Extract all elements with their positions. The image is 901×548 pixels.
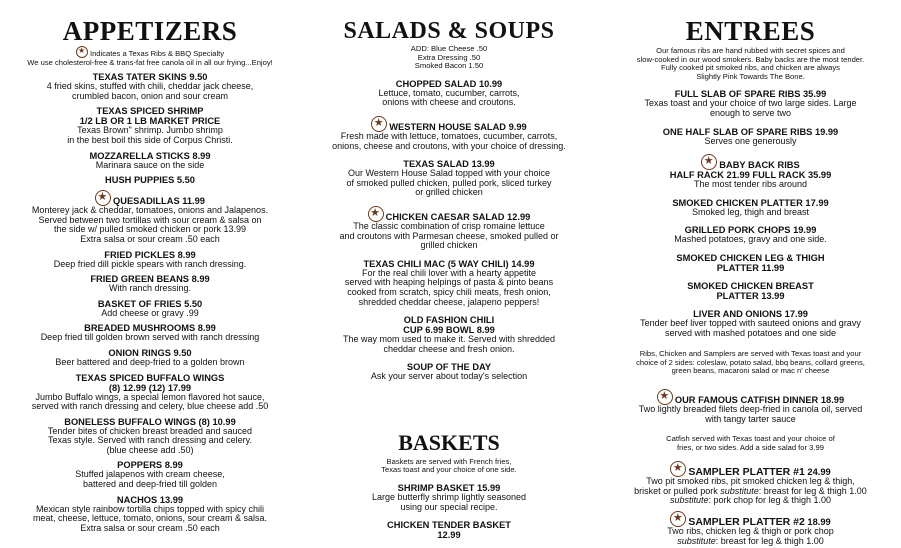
menu-item xyxy=(600,253,901,273)
item-desc-line: with tangy tarter sauce xyxy=(705,413,796,424)
menu-item xyxy=(305,79,593,108)
menu-item xyxy=(0,106,300,145)
item-title-text: BABY BACK RIBS xyxy=(719,160,800,171)
item-title-text: BASKET OF FRIES 5.50 xyxy=(97,298,203,309)
item-title xyxy=(600,281,901,291)
item-desc-line: substitute: breast for leg & thigh 1.00 xyxy=(677,535,824,546)
menu-item xyxy=(0,175,300,185)
item-title-text: TEXAS SPICED BUFFALO WINGS xyxy=(75,372,225,383)
entree-list xyxy=(600,89,901,338)
item-desc-line: Deep fried till golden brown served with ranch dressing xyxy=(40,332,260,343)
note-line: ADD: Blue Cheese .50 xyxy=(410,44,488,53)
item-price-line: PLATTER 13.99 xyxy=(716,290,785,301)
menu-item xyxy=(305,362,593,382)
note-line: Catfish served with Texas toast and your choice of xyxy=(666,434,835,444)
menu-item xyxy=(305,206,593,251)
item-title-text: CHICKEN TENDER BASKET xyxy=(387,520,511,531)
specialty-note: ★Indicates a Texas Ribs & BBQ Specialty xyxy=(0,46,300,59)
item-title-text: MOZZARELLA STICKS 8.99 xyxy=(89,150,211,161)
note-line: Smoked Bacon 1.50 xyxy=(414,61,484,71)
item-title-text: TEXAS CHILI MAC (5 WAY CHILI) 14.99 xyxy=(363,258,535,269)
menu-item xyxy=(600,89,901,118)
appetizers-title: APPETIZERS xyxy=(62,16,238,46)
item-desc-line: Extra salsa or sour cream .50 each xyxy=(80,522,220,533)
item-title-text: SMOKED CHICKEN PLATTER 17.99 xyxy=(672,197,829,208)
item-title-text: LIVER AND ONIONS 17.99 xyxy=(693,308,808,319)
texas-star-icon xyxy=(368,206,384,222)
appetizer-list xyxy=(0,72,300,533)
item-title xyxy=(0,106,300,116)
item-desc-line: Beer battered and deep-fried to a golden brown xyxy=(55,356,245,367)
item-price-line: 1/2 LB OR 1 LB MARKET PRICE xyxy=(79,116,221,127)
item-desc-line: battered and deep-fried till golden xyxy=(82,479,218,490)
item-desc-line: brisket or pulled pork substitute: breast for leg & thigh 1.00 xyxy=(634,485,867,496)
item-title-text: FRIED GREEN BEANS 8.99 xyxy=(90,274,210,285)
menu-item xyxy=(305,159,593,198)
item-price-line: CUP 6.99 BOWL 8.99 xyxy=(403,325,495,336)
item-title-text: TEXAS SALAD 13.99 xyxy=(403,159,495,170)
item-title-text: BREADED MUSHROOMS 8.99 xyxy=(84,323,216,334)
item-title xyxy=(0,175,300,185)
note-line: Ribs, Chicken and Samplers are served with Texas toast and your xyxy=(639,349,862,359)
appetizers-column xyxy=(0,0,300,533)
item-desc-line: grilled chicken xyxy=(420,240,478,251)
item-desc-line: Ask your server about today's selection xyxy=(370,371,528,382)
item-desc-line: cheddar cheese and fresh onion. xyxy=(383,343,515,354)
item-desc-line: Two lightly breaded filets deep-fried in canola oil, served xyxy=(638,403,863,414)
item-desc-line: shredded cheddar cheese, jalapeno peppers! xyxy=(358,296,540,307)
item-desc-line: Two ribs, chicken leg & thigh or pork chop xyxy=(667,526,834,537)
item-title xyxy=(0,373,300,383)
item-desc-line: meat, cheese, lettuce, tomato, onions, sour cream & salsa. xyxy=(32,513,268,524)
entrees-title: ENTREES xyxy=(685,16,816,46)
menu-item xyxy=(0,323,300,343)
note-line: slow-cooked in our wood smokers. Baby backs are the most tender. xyxy=(636,54,865,64)
item-title-text: WESTERN HOUSE SALAD 9.99 xyxy=(389,121,527,132)
salads-title: SALADS & SOUPS xyxy=(343,18,555,44)
texas-star-icon xyxy=(701,154,717,170)
item-desc-line: (blue cheese add .50) xyxy=(106,444,194,455)
menu-item xyxy=(0,495,300,534)
item-title-text: TEXAS SPICED SHRIMP xyxy=(96,106,204,117)
item-title-text: GRILLED PORK CHOPS 19.99 xyxy=(684,225,817,236)
menu-item xyxy=(600,225,901,245)
item-desc-line: and croutons with Parmesan cheese, smoked pulled or xyxy=(339,230,559,241)
item-title-text: BONELESS BUFFALO WINGS (8) 10.99 xyxy=(64,416,236,427)
menu-item xyxy=(0,460,300,489)
item-title xyxy=(600,253,901,263)
menu-item xyxy=(0,373,300,412)
note-line: fries, or two sides. Add a side salad for 3.99 xyxy=(677,442,824,452)
item-desc-line: Stuffed jalapenos with cream cheese, xyxy=(75,469,225,480)
entrees-intro xyxy=(600,47,901,81)
item-desc-line: Texas Brown" shrimp. Jumbo shrimp xyxy=(77,125,223,136)
item-title-text: FRIED PICKLES 8.99 xyxy=(104,249,196,260)
baskets-title: BASKETS xyxy=(398,429,500,455)
item-price-line: 12.99 xyxy=(437,530,461,541)
texas-star-icon xyxy=(371,116,387,132)
item-desc-line: Smoked leg, thigh and breast xyxy=(691,206,810,217)
item-desc-line: in the best boil this side of Corpus Christi. xyxy=(67,134,233,145)
baskets-note xyxy=(305,458,593,475)
sides-note xyxy=(600,350,901,376)
menu-item xyxy=(600,198,901,218)
menu-item xyxy=(305,116,593,151)
menu-item xyxy=(0,417,300,456)
item-desc-line: Large butterfly shrimp lightly seasoned xyxy=(371,492,527,503)
basket-list xyxy=(305,483,593,540)
texas-star-icon xyxy=(670,511,686,527)
note-line: Extra Dressing .50 xyxy=(417,52,481,62)
item-price-line: HALF RACK 21.99 FULL RACK 35.99 xyxy=(669,170,832,181)
item-desc-line: 4 fried skins, stuffed with chili, cheddar jack cheese, xyxy=(46,81,254,92)
item-desc-line: The most tender ribs around xyxy=(693,179,808,190)
item-desc-line: The classic combination of crisp romaine lettuce xyxy=(353,220,545,231)
note-line: choice of 2 sides: coleslaw, potato salad, bbq beans, collard greens, xyxy=(636,357,865,367)
menu-item xyxy=(0,274,300,294)
salad-addons xyxy=(305,45,593,71)
item-desc-line: the side w/ pulled smoked chicken or pork 13.99 xyxy=(53,224,247,235)
item-desc-line: or grilled chicken xyxy=(415,187,483,198)
item-title-text: SOUP OF THE DAY xyxy=(406,362,492,373)
item-desc-line: With ranch dressing. xyxy=(108,283,192,294)
salad-list xyxy=(305,79,593,382)
item-desc-line: of smoked pulled chicken, pulled pork, sliced turkey xyxy=(346,177,552,188)
item-desc-line: crumbled bacon, onion and sour cream xyxy=(71,90,229,101)
item-title-text: FULL SLAB OF SPARE RIBS 35.99 xyxy=(674,89,827,100)
menu-item xyxy=(305,315,593,354)
item-title xyxy=(305,315,593,325)
item-desc-line: Marinara sauce on the side xyxy=(95,159,205,170)
menu-item xyxy=(600,281,901,301)
item-desc-line: served with ranch dressing and celery, blue cheese add .50 xyxy=(31,401,269,412)
item-title xyxy=(305,206,593,222)
item-title-text: QUESADILLAS 11.99 xyxy=(113,196,205,207)
menu-item xyxy=(0,151,300,171)
texas-star-icon xyxy=(95,190,111,206)
item-desc-line: Mexican style rainbow tortilla chips topped with spicy chili xyxy=(35,503,265,514)
item-desc-line: onions with cheese and croutons. xyxy=(382,97,516,108)
item-title-text: TEXAS TATER SKINS 9.50 xyxy=(92,72,208,83)
menu-item xyxy=(0,190,300,244)
item-desc-line: The way mom used to make it. Served with shredded xyxy=(342,334,556,345)
item-desc-line: served with mashed potatoes and one side xyxy=(664,327,837,338)
item-title: ★SAMPLER PLATTER #2 18.99 xyxy=(600,511,901,527)
item-title-text: SMOKED CHICKEN BREAST xyxy=(687,280,814,291)
item-title xyxy=(0,190,300,206)
texas-star-icon xyxy=(657,389,673,405)
item-desc-line: Serves one generously xyxy=(704,135,797,146)
catfish-item xyxy=(600,389,901,424)
item-desc-line: onions, cheese and croutons, with your choice of dressing. xyxy=(332,140,566,151)
item-desc-line: enough to serve two xyxy=(709,107,792,118)
item-title-text: CHICKEN CAESAR SALAD 12.99 xyxy=(385,211,531,222)
note-line: Baskets are served with French fries, xyxy=(386,456,512,466)
item-price-line: PLATTER 11.99 xyxy=(716,262,785,273)
item-desc-line: Monterey jack & cheddar, tomatoes, onions and Jalapenos. xyxy=(31,205,269,216)
oil-note: We use cholesterol-free & trans-fat free canola oil in all our frying...Enjoy! xyxy=(27,57,273,67)
sampler-1-item xyxy=(600,461,901,506)
note-line: Texas toast and your choice of one side. xyxy=(381,465,517,475)
item-desc-line: Mashed potatoes, gravy and one side. xyxy=(674,234,827,245)
item-title-text: CHOPPED SALAD 10.99 xyxy=(395,78,503,89)
item-title-text: POPPERS 8.99 xyxy=(117,460,183,471)
item-desc-line: Texas toast and your choice of two large sides. Large xyxy=(644,98,857,109)
menu-item xyxy=(0,348,300,368)
item-desc-line: cooked from scratch, spicy chili meats, fresh onion, xyxy=(347,286,551,297)
item-desc-line: Texas style. Served with ranch dressing and celery. xyxy=(48,435,252,446)
item-title xyxy=(600,154,901,170)
menu-item xyxy=(600,154,901,190)
menu-item xyxy=(600,309,901,338)
item-title xyxy=(305,116,593,132)
note-line: green beans, macaroni salad or mac n' cheese xyxy=(671,366,830,376)
item-title: ★OUR FAMOUS CATFISH DINNER 18.99 xyxy=(600,389,901,405)
item-title: ★SAMPLER PLATTER #1 24.99 xyxy=(600,461,901,477)
note-line: Fully cooked pit smoked ribs, and chicken are always xyxy=(661,63,840,73)
item-title-text: ONION RINGS 9.50 xyxy=(108,347,192,358)
item-desc-line: Tender beef liver topped with sauteed onions and gravy xyxy=(640,317,861,328)
texas-star-icon xyxy=(76,46,88,58)
item-title-text: SMOKED CHICKEN LEG & THIGH xyxy=(676,252,825,263)
salads-column xyxy=(305,0,593,540)
entrees-column xyxy=(600,0,901,546)
item-title-text: NACHOS 13.99 xyxy=(116,494,184,505)
item-price-line: (8) 12.99 (12) 17.99 xyxy=(108,382,192,393)
item-desc-line: Lettuce, tomato, cucumber, carrots, xyxy=(378,87,520,98)
item-desc-line: Tender bites of chicken breast breaded and sauced xyxy=(47,425,253,436)
menu-item xyxy=(0,250,300,270)
texas-star-icon xyxy=(670,461,686,477)
menu-item xyxy=(305,259,593,307)
item-desc-line: Served between two tortillas with sour cream & salsa on xyxy=(38,214,262,225)
item-title-text: ONE HALF SLAB OF SPARE RIBS 19.99 xyxy=(662,126,839,137)
item-desc-line: Extra salsa or sour cream .50 each xyxy=(80,233,220,244)
item-title-text: OLD FASHION CHILI xyxy=(403,315,495,326)
item-desc-line: Our Western House Salad topped with your choice xyxy=(348,168,550,179)
item-desc-line: Fresh made with lettuce, tomatoes, cucumber, carrots, xyxy=(340,130,558,141)
item-title xyxy=(305,520,593,530)
item-desc-line: served with heaping helpings of pasta & pinto beans xyxy=(344,277,554,288)
menu-item xyxy=(305,483,593,512)
note-line: Slightly Pink Towards The Bone. xyxy=(696,71,805,81)
item-desc-line: Add cheese or gravy .99 xyxy=(101,307,199,318)
menu-item xyxy=(0,299,300,319)
menu-item xyxy=(305,520,593,540)
item-title-text: SHRIMP BASKET 15.99 xyxy=(397,483,501,494)
item-desc-line: substitute: pork chop for leg & thigh 1.00 xyxy=(669,495,832,506)
sampler-2-item xyxy=(600,511,901,546)
item-desc-line: Two pit smoked ribs, pit smoked chicken leg & thigh, xyxy=(646,476,855,487)
menu-item xyxy=(0,72,300,101)
item-desc-line: Jumbo Buffalo wings, a special lemon flavored hot sauce, xyxy=(35,391,265,402)
item-desc-line: For the real chili lover with a hearty appetite xyxy=(361,267,537,278)
note-line: Our famous ribs are hand rubbed with secret spices and xyxy=(656,46,845,55)
menu-item xyxy=(600,127,901,147)
catfish-note xyxy=(600,435,901,452)
item-desc-line: using our special recipe. xyxy=(400,501,498,512)
item-title-text: HUSH PUPPIES 5.50 xyxy=(105,175,195,186)
item-desc-line: Deep fried dill pickle spears with ranch dressing. xyxy=(53,258,247,269)
